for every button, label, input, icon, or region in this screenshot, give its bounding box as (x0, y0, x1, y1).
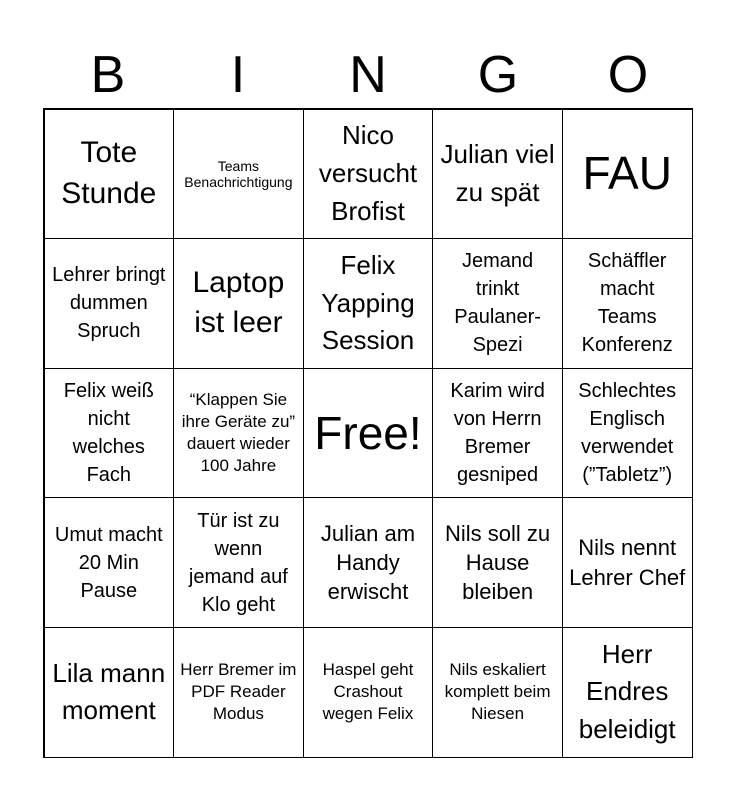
bingo-header (43, 42, 693, 108)
bingo-cell[interactable] (303, 109, 434, 240)
header-letter-g: G (477, 46, 519, 104)
bingo-cell-text: Julian viel zu spät (440, 139, 555, 207)
bingo-cell[interactable] (173, 627, 304, 758)
bingo-cell[interactable] (173, 238, 304, 369)
bingo-cell[interactable] (173, 109, 304, 240)
bingo-cell[interactable] (562, 238, 693, 369)
bingo-cell-text: Julian am Handy erwischt (320, 520, 416, 605)
bingo-cell[interactable] (173, 368, 304, 499)
header-letter-b: B (90, 46, 126, 104)
bingo-cell[interactable] (562, 627, 693, 758)
header-letter-n: N (349, 46, 387, 104)
bingo-cell[interactable] (432, 109, 563, 240)
bingo-grid (43, 108, 693, 758)
bingo-cell[interactable] (303, 368, 434, 499)
bingo-cell-text: Nils eskaliert komplett beim Niesen (444, 660, 551, 724)
bingo-cell-text: Teams Benachrichtigung (184, 157, 293, 190)
bingo-cell-text: “Klappen Sie ihre Geräte zu” dauert wieder 100 Jahre (181, 389, 296, 476)
bingo-cell-text: Nico versucht Brofist (318, 120, 418, 226)
header-letter-o: O (607, 46, 649, 104)
bingo-cell[interactable] (303, 627, 434, 758)
bingo-cell-text: Tür ist zu wenn jemand auf Klo geht (188, 509, 288, 616)
bingo-cell-text: Schäffler macht Teams Konferenz (581, 250, 673, 357)
bingo-cell-text: Felix Yapping Session (321, 249, 415, 356)
bingo-cell[interactable] (44, 109, 175, 240)
bingo-cell-text: Nils nennt Lehrer Chef (569, 535, 686, 590)
bingo-cell[interactable] (44, 627, 175, 758)
bingo-cell[interactable] (303, 497, 434, 628)
bingo-cell-text: Herr Bremer im PDF Reader Modus (180, 660, 297, 724)
bingo-cell[interactable] (303, 238, 434, 369)
bingo-cell-text: Herr Endres beleidigt (578, 638, 676, 745)
header-letter-i: I (230, 46, 246, 104)
bingo-cell-text: Tote Stunde (61, 136, 157, 210)
bingo-cell-text: Karim wird von Herrn Bremer gesniped (450, 379, 545, 486)
bingo-cell-text: Laptop ist leer (192, 265, 285, 340)
bingo-cell-text: Umut macht 20 Min Pause (54, 523, 163, 602)
bingo-cell[interactable] (44, 238, 175, 369)
bingo-cell-text: Schlechtes Englisch verwendet (”Tabletz”) (578, 379, 677, 486)
bingo-cell-text: Haspel geht Crashout wegen Felix (322, 660, 414, 724)
bingo-cell[interactable] (562, 368, 693, 499)
bingo-cell-text: Jemand trinkt Paulaner-Spezi (454, 250, 541, 357)
bingo-cell-text: Lehrer bringt dummen Spruch (52, 264, 166, 343)
bingo-cell[interactable] (44, 368, 175, 499)
bingo-cell-text: Felix weiß nicht welches Fach (63, 379, 154, 486)
bingo-cell[interactable] (432, 368, 563, 499)
bingo-cell-text: Lila mann moment (52, 657, 166, 726)
bingo-cell-text: Free! (314, 406, 422, 459)
bingo-cell[interactable] (562, 109, 693, 240)
bingo-cell[interactable] (173, 497, 304, 628)
bingo-cell-text: Nils soll zu Hause bleiben (445, 520, 551, 605)
bingo-cell-text: FAU (582, 147, 672, 200)
bingo-cell[interactable] (432, 627, 563, 758)
bingo-cell[interactable] (562, 497, 693, 628)
bingo-cell[interactable] (432, 497, 563, 628)
bingo-cell[interactable] (44, 497, 175, 628)
bingo-cell[interactable] (432, 238, 563, 369)
